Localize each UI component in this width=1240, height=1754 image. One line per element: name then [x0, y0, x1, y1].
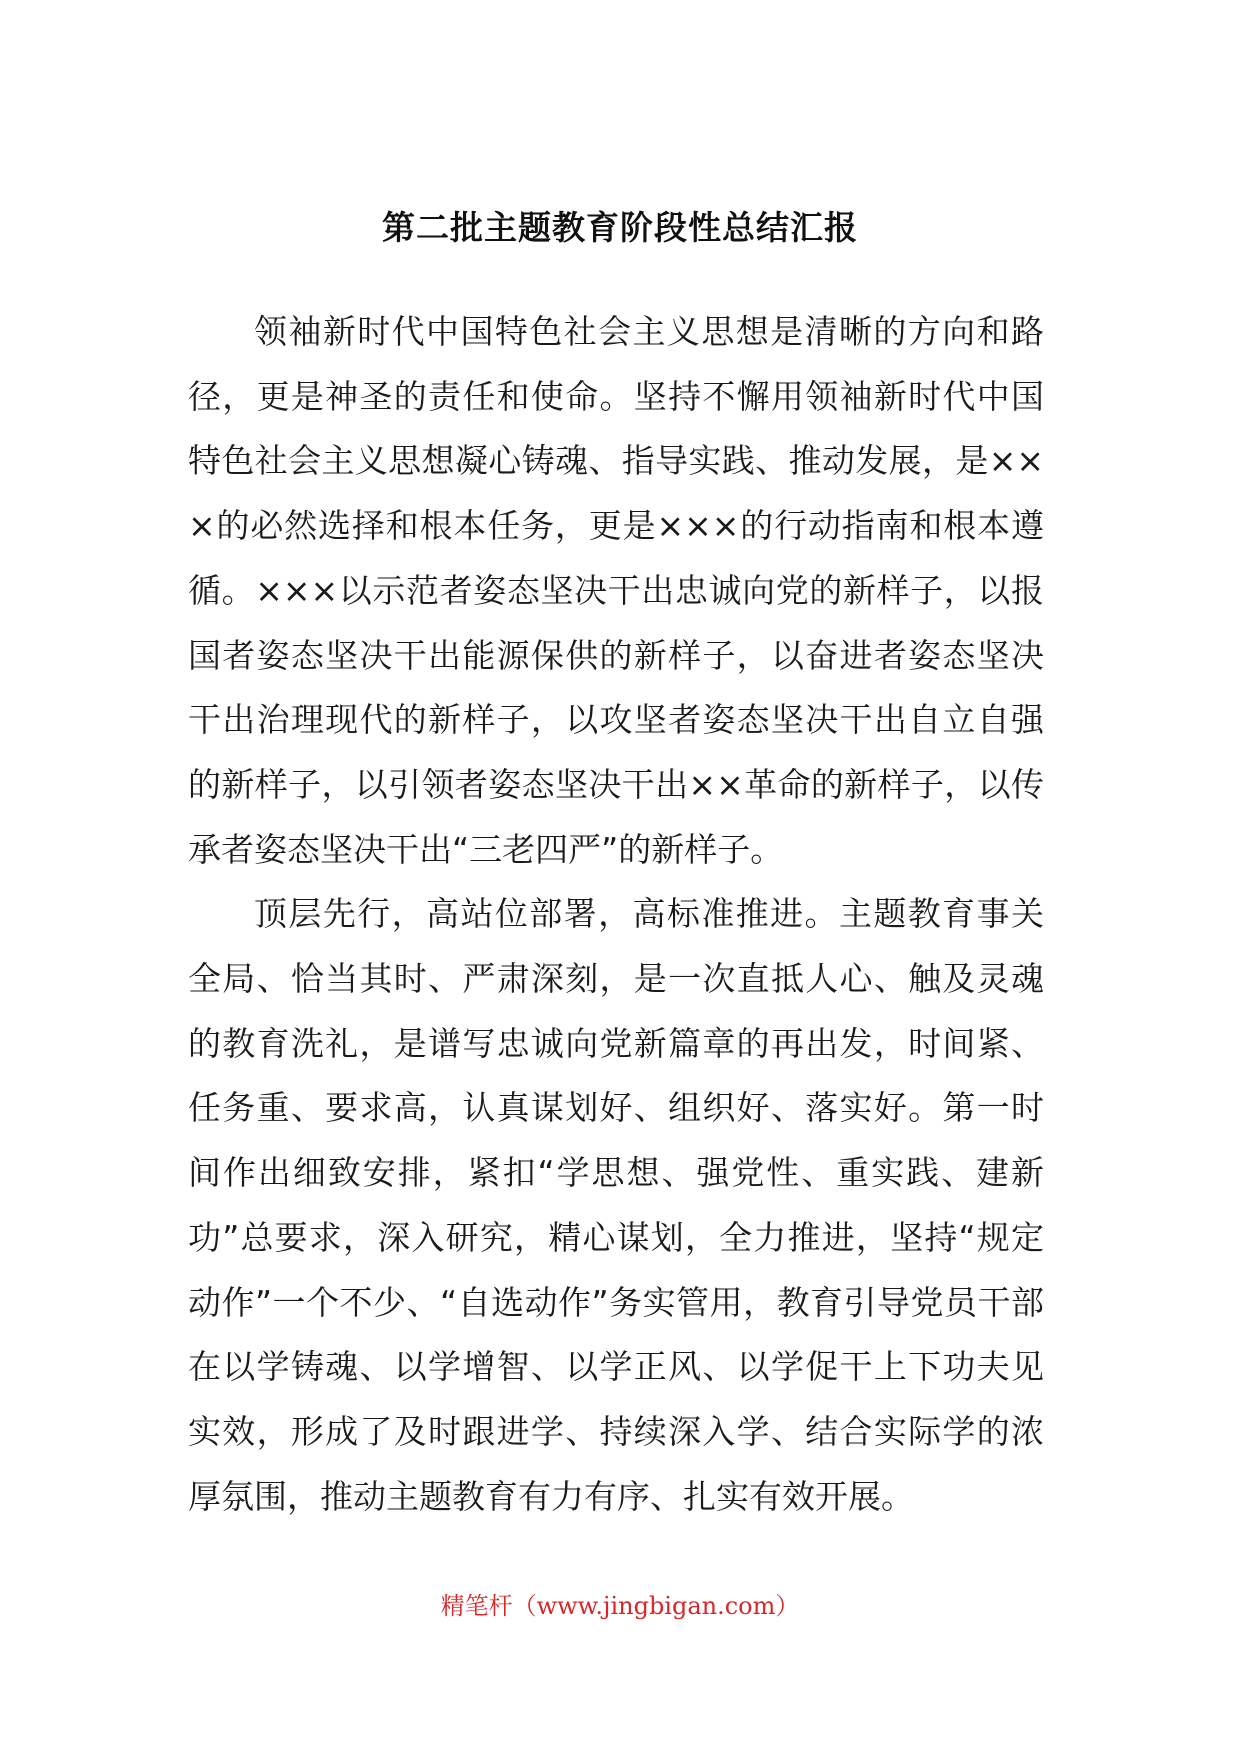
body-paragraph-1: 领袖新时代中国特色社会主义思想是清晰的方向和路径，更是神圣的责任和使命。坚持不懈用领袖新时代中国特色社会主义思想凝心铸魂、指导实践、推动发展，是×××的必然选择和根本任务，更是×××的行动指南和根本遵循。×××以示范者姿态坚决干出忠诚向党的新样子，以报国者姿态坚决干出能源保供的新样子，以奋进者姿态坚决干出治理现代的新样子，以攻坚者姿态坚决干出自立自强的新样子，以引领者姿态坚决干出××革命的新样子，以传承者姿态坚决干出“三老四严”的新样子。	[188, 312, 1044, 869]
body-paragraph-2: 顶层先行，高站位部署，高标准推进。主题教育事关全局、恰当其时、严肃深刻，是一次直抵人心、触及灵魂的教育洗礼，是谱写忠诚向党新篇章的再出发，时间紧、任务重、要求高，认真谋划好、组织好、落实好。第一时间作出细致安排，紧扣“学思想、强党性、重实践、建新功”总要求，深入研究，精心谋划，全力推进，坚持“规定动作”一个不少、“自选动作”务实管用，教育引导党员干部在以学铸魂、以学增智、以学正风、以学促干上下功夫见实效，形成了及时跟进学、持续深入学、结合实际学的浓厚氛围，推动主题教育有力有序、扎实有效开展。	[188, 894, 1044, 1516]
document-body	[188, 300, 1044, 1529]
document-title: 第二批主题教育阶段性总结汇报	[382, 208, 858, 247]
footer-watermark: 精笔杆（www.jingbigan.com）	[440, 1592, 800, 1620]
